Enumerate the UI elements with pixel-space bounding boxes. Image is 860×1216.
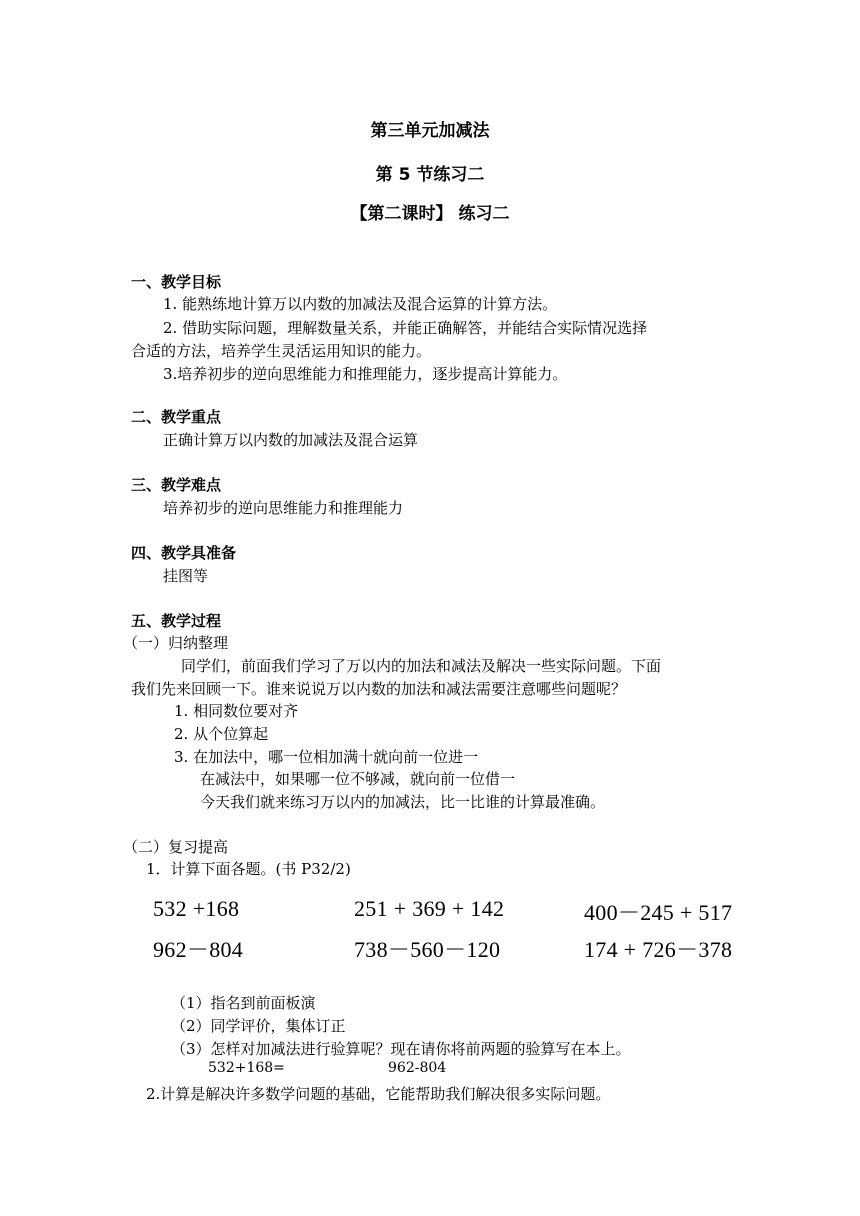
materials-text: 挂图等 [163,567,209,585]
check-expression-b: 962-804 [388,1060,447,1076]
process-heading: 五、教学过程 [131,612,222,630]
part1-intro-line1: 同学们，前面我们学习了万以内的加法和减法及解决一些实际问题。下面 [181,657,662,675]
part1-intro-line2: 我们先来回顾一下。谁来说说万以内数的加法和减法需要注意哪些问题呢？ [131,680,627,698]
lesson-title: 【第二课时】 练习二 [350,204,510,224]
part1-heading: （一）归纳整理 [123,634,229,652]
goal-item-2: 2. 借助实际问题，理解数量关系，并能正确解答，并能结合实际情况选择 [163,319,648,337]
unit-title: 第三单元加减法 [370,121,490,141]
part1-closing: 今天我们就来练习万以内的加减法，比一比谁的计算最准确。 [200,793,606,811]
expression: 532 +168 [153,896,240,921]
step-3: （3）怎样对加减法进行验算呢？现在请你将前两题的验算写在本上。 [171,1040,631,1058]
step-1: （1）指名到前面板演 [171,994,316,1012]
difficulty-text: 培养初步的逆向思维能力和推理能力 [163,499,404,517]
expression: 962－804 [153,937,244,962]
goal-item-2-cont: 合适的方法，培养学生灵活运用知识的能力。 [131,342,432,360]
expression: 738－560－120 [354,937,501,962]
point-3-cont: 在减法中，如果哪一位不够减，就向前一位借一 [200,770,516,788]
goal-item-3: 3.培养初步的逆向思维能力和推理能力，逐步提高计算能力。 [163,365,568,383]
task-1: 1．计算下面各题。(书 P32/2) [146,860,351,878]
part2-heading: （二）复习提高 [123,838,229,856]
expression: 400－245 + 517 [584,900,733,925]
expression: 251 + 369 + 142 [354,896,505,921]
goals-heading: 一、教学目标 [131,273,222,291]
focus-text: 正确计算万以内数的加减法及混合运算 [163,431,419,449]
focus-heading: 二、教学重点 [131,408,222,426]
goal-item-1: 1. 能熟练地计算万以内数的加减法及混合运算的计算方法。 [163,295,558,313]
point-2: 2. 从个位算起 [174,725,269,743]
step-2: （2）同学评价，集体订正 [171,1017,346,1035]
section-title: 第 5 节练习二 [375,165,485,185]
expression: 174 + 726－378 [584,937,733,962]
task-2: 2.计算是解决许多数学问题的基础，它能帮助我们解决很多实际问题。 [146,1085,611,1103]
difficulty-heading: 三、教学难点 [131,476,222,494]
point-1: 1. 相同数位要对齐 [174,702,299,720]
point-3: 3. 在加法中，哪一位相加满十就向前一位进一 [174,748,479,766]
materials-heading: 四、教学具准备 [131,544,237,562]
check-expression-a: 532+168= [208,1060,285,1076]
